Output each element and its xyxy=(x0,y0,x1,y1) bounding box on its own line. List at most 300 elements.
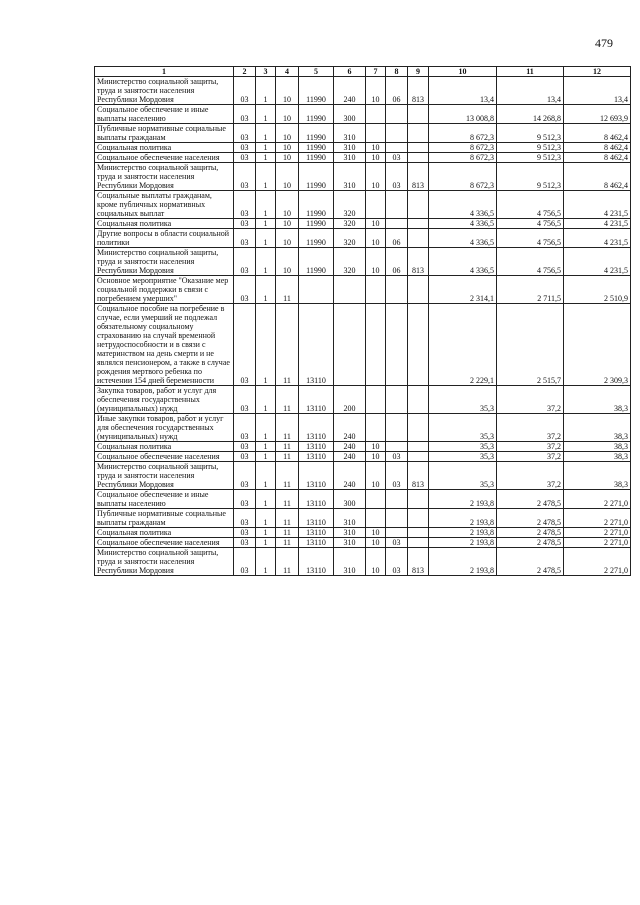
code-cell xyxy=(366,276,386,304)
code-cell: 03 xyxy=(234,248,256,276)
code-cell: 10 xyxy=(366,462,386,490)
amount-cell: 9 512,3 xyxy=(497,143,564,153)
name-cell: Публичные нормативные социальные выплаты гражданам xyxy=(95,124,234,143)
code-cell xyxy=(386,414,408,442)
code-cell xyxy=(386,528,408,538)
header-row xyxy=(95,67,631,77)
amount-cell: 37,2 xyxy=(497,442,564,452)
code-cell: 10 xyxy=(366,248,386,276)
code-cell: 11 xyxy=(276,386,299,414)
code-cell: 03 xyxy=(234,77,256,105)
code-cell: 03 xyxy=(234,386,256,414)
code-cell: 310 xyxy=(334,153,366,163)
code-cell: 813 xyxy=(408,77,429,105)
amount-cell: 38,3 xyxy=(564,386,631,414)
code-cell: 13110 xyxy=(299,548,334,576)
amount-cell: 2 478,5 xyxy=(497,538,564,548)
code-cell: 11990 xyxy=(299,143,334,153)
code-cell: 06 xyxy=(386,229,408,248)
amount-cell: 2 478,5 xyxy=(497,548,564,576)
code-cell: 320 xyxy=(334,248,366,276)
amount-cell: 2 314,1 xyxy=(429,276,497,304)
table-row xyxy=(95,452,631,462)
code-cell: 03 xyxy=(234,191,256,219)
code-cell xyxy=(408,386,429,414)
code-cell xyxy=(408,229,429,248)
code-cell: 13110 xyxy=(299,304,334,386)
name-cell: Другие вопросы в области социальной политики xyxy=(95,229,234,248)
code-cell xyxy=(386,143,408,153)
amount-cell: 8 462,4 xyxy=(564,163,631,191)
code-cell: 813 xyxy=(408,248,429,276)
code-cell: 11 xyxy=(276,414,299,442)
code-cell: 10 xyxy=(366,452,386,462)
code-cell: 1 xyxy=(256,386,276,414)
code-cell: 03 xyxy=(234,276,256,304)
table-row xyxy=(95,304,631,386)
amount-cell: 13,4 xyxy=(429,77,497,105)
amount-cell: 37,2 xyxy=(497,452,564,462)
code-cell: 10 xyxy=(276,77,299,105)
page-number: 479 xyxy=(595,36,613,50)
amount-cell: 12 693,9 xyxy=(564,105,631,124)
amount-cell: 2 478,5 xyxy=(497,528,564,538)
code-cell: 813 xyxy=(408,462,429,490)
code-cell xyxy=(408,509,429,528)
code-cell: 03 xyxy=(386,452,408,462)
code-cell: 1 xyxy=(256,163,276,191)
table-body xyxy=(95,77,631,576)
code-cell: 03 xyxy=(234,163,256,191)
amount-cell: 2 229,1 xyxy=(429,304,497,386)
amount-cell: 4 756,5 xyxy=(497,219,564,229)
code-cell: 1 xyxy=(256,229,276,248)
amount-cell: 35,3 xyxy=(429,386,497,414)
code-cell: 03 xyxy=(234,490,256,509)
code-cell: 10 xyxy=(276,219,299,229)
table-row xyxy=(95,509,631,528)
amount-cell: 2 711,5 xyxy=(497,276,564,304)
code-cell: 240 xyxy=(334,442,366,452)
table-row xyxy=(95,538,631,548)
code-cell: 1 xyxy=(256,304,276,386)
amount-cell: 9 512,3 xyxy=(497,153,564,163)
code-cell xyxy=(408,528,429,538)
amount-cell: 4 231,5 xyxy=(564,219,631,229)
code-cell: 10 xyxy=(276,153,299,163)
code-cell: 10 xyxy=(276,105,299,124)
code-cell: 03 xyxy=(386,538,408,548)
code-cell: 03 xyxy=(234,229,256,248)
amount-cell: 14 268,8 xyxy=(497,105,564,124)
table-row xyxy=(95,105,631,124)
code-cell: 11 xyxy=(276,442,299,452)
code-cell: 03 xyxy=(234,124,256,143)
code-cell: 11 xyxy=(276,538,299,548)
code-cell: 1 xyxy=(256,528,276,538)
code-cell: 1 xyxy=(256,276,276,304)
table-row xyxy=(95,490,631,509)
code-cell: 11990 xyxy=(299,77,334,105)
code-cell: 1 xyxy=(256,191,276,219)
code-cell xyxy=(366,191,386,219)
amount-cell: 4 336,5 xyxy=(429,229,497,248)
code-cell xyxy=(408,414,429,442)
table-row xyxy=(95,77,631,105)
amount-cell: 13,4 xyxy=(564,77,631,105)
code-cell xyxy=(408,276,429,304)
column-header: 12 xyxy=(564,67,631,77)
amount-cell: 4 336,5 xyxy=(429,191,497,219)
code-cell: 10 xyxy=(366,163,386,191)
code-cell xyxy=(299,276,334,304)
code-cell: 03 xyxy=(234,548,256,576)
code-cell xyxy=(408,452,429,462)
code-cell xyxy=(366,414,386,442)
amount-cell: 9 512,3 xyxy=(497,124,564,143)
column-header: 5 xyxy=(299,67,334,77)
amount-cell: 8 672,3 xyxy=(429,163,497,191)
code-cell: 11 xyxy=(276,452,299,462)
code-cell: 1 xyxy=(256,143,276,153)
code-cell: 240 xyxy=(334,414,366,442)
code-cell: 13110 xyxy=(299,538,334,548)
code-cell: 240 xyxy=(334,77,366,105)
amount-cell: 4 336,5 xyxy=(429,219,497,229)
amount-cell: 37,2 xyxy=(497,386,564,414)
amount-cell: 38,3 xyxy=(564,414,631,442)
name-cell: Социальная политика xyxy=(95,143,234,153)
code-cell: 03 xyxy=(386,548,408,576)
code-cell: 11990 xyxy=(299,153,334,163)
code-cell: 11990 xyxy=(299,219,334,229)
code-cell: 13110 xyxy=(299,490,334,509)
code-cell: 13110 xyxy=(299,528,334,538)
name-cell: Министерство социальной защиты, труда и занятости населения Республики Мордовия xyxy=(95,77,234,105)
code-cell: 11 xyxy=(276,509,299,528)
name-cell: Социальная политика xyxy=(95,219,234,229)
code-cell: 11990 xyxy=(299,163,334,191)
amount-cell: 35,3 xyxy=(429,462,497,490)
table-row xyxy=(95,124,631,143)
code-cell: 310 xyxy=(334,538,366,548)
code-cell xyxy=(408,191,429,219)
code-cell: 300 xyxy=(334,490,366,509)
amount-cell: 35,3 xyxy=(429,414,497,442)
amount-cell: 2 515,7 xyxy=(497,304,564,386)
amount-cell: 2 193,8 xyxy=(429,538,497,548)
budget-table xyxy=(94,66,631,576)
code-cell: 1 xyxy=(256,452,276,462)
table-row xyxy=(95,528,631,538)
column-header: 10 xyxy=(429,67,497,77)
code-cell: 813 xyxy=(408,163,429,191)
name-cell: Министерство социальной защиты, труда и занятости населения Республики Мордовия xyxy=(95,548,234,576)
code-cell: 10 xyxy=(276,143,299,153)
code-cell: 10 xyxy=(366,229,386,248)
code-cell: 320 xyxy=(334,191,366,219)
code-cell: 13110 xyxy=(299,442,334,452)
code-cell xyxy=(386,386,408,414)
column-header: 6 xyxy=(334,67,366,77)
code-cell: 03 xyxy=(386,153,408,163)
table-row xyxy=(95,386,631,414)
name-cell: Социальное пособие на погребение в случае, если умерший не подлежал обязательному социальному страхованию на случай временной нетрудоспособности и в связи с материнством на день смерти и не являлся пенсионером, а также в случае рождения мертвого ребенка по истечении 154 дней беременности xyxy=(95,304,234,386)
name-cell: Социальное обеспечение населения xyxy=(95,153,234,163)
amount-cell: 38,3 xyxy=(564,452,631,462)
code-cell: 03 xyxy=(234,442,256,452)
code-cell: 10 xyxy=(276,248,299,276)
code-cell: 310 xyxy=(334,163,366,191)
code-cell xyxy=(408,442,429,452)
code-cell: 03 xyxy=(234,528,256,538)
code-cell: 10 xyxy=(276,163,299,191)
code-cell: 13110 xyxy=(299,452,334,462)
amount-cell: 4 756,5 xyxy=(497,248,564,276)
table-row xyxy=(95,229,631,248)
code-cell: 11990 xyxy=(299,191,334,219)
code-cell: 10 xyxy=(366,143,386,153)
amount-cell: 4 756,5 xyxy=(497,229,564,248)
code-cell xyxy=(408,490,429,509)
code-cell: 11 xyxy=(276,462,299,490)
code-cell xyxy=(386,442,408,452)
code-cell: 10 xyxy=(366,538,386,548)
code-cell: 310 xyxy=(334,124,366,143)
code-cell: 310 xyxy=(334,528,366,538)
code-cell: 10 xyxy=(276,229,299,248)
code-cell: 310 xyxy=(334,548,366,576)
code-cell xyxy=(366,124,386,143)
name-cell: Социальное обеспечение и иные выплаты населению xyxy=(95,105,234,124)
code-cell xyxy=(408,105,429,124)
code-cell: 11 xyxy=(276,548,299,576)
table-row xyxy=(95,153,631,163)
code-cell xyxy=(408,153,429,163)
code-cell: 13110 xyxy=(299,509,334,528)
code-cell: 1 xyxy=(256,77,276,105)
amount-cell: 8 462,4 xyxy=(564,124,631,143)
code-cell: 10 xyxy=(366,219,386,229)
amount-cell: 2 271,0 xyxy=(564,490,631,509)
code-cell: 03 xyxy=(234,153,256,163)
code-cell: 1 xyxy=(256,124,276,143)
table-row xyxy=(95,191,631,219)
code-cell: 10 xyxy=(276,124,299,143)
code-cell: 310 xyxy=(334,143,366,153)
code-cell: 03 xyxy=(234,452,256,462)
code-cell xyxy=(366,304,386,386)
amount-cell: 2 478,5 xyxy=(497,490,564,509)
amount-cell: 4 231,5 xyxy=(564,191,631,219)
code-cell xyxy=(386,490,408,509)
code-cell: 11990 xyxy=(299,248,334,276)
code-cell xyxy=(408,219,429,229)
code-cell: 240 xyxy=(334,462,366,490)
code-cell: 10 xyxy=(366,153,386,163)
table-row xyxy=(95,143,631,153)
name-cell: Министерство социальной защиты, труда и занятости населения Республики Мордовия xyxy=(95,163,234,191)
table-row xyxy=(95,414,631,442)
code-cell xyxy=(386,509,408,528)
code-cell xyxy=(386,124,408,143)
table-row xyxy=(95,248,631,276)
code-cell: 03 xyxy=(234,462,256,490)
code-cell: 03 xyxy=(234,509,256,528)
amount-cell: 38,3 xyxy=(564,462,631,490)
column-header: 1 xyxy=(95,67,234,77)
code-cell xyxy=(386,105,408,124)
amount-cell: 2 309,3 xyxy=(564,304,631,386)
name-cell: Социальное обеспечение и иные выплаты населению xyxy=(95,490,234,509)
code-cell: 11 xyxy=(276,490,299,509)
amount-cell: 8 672,3 xyxy=(429,153,497,163)
code-cell: 11990 xyxy=(299,229,334,248)
amount-cell: 37,2 xyxy=(497,462,564,490)
amount-cell: 4 231,5 xyxy=(564,229,631,248)
code-cell: 1 xyxy=(256,509,276,528)
code-cell xyxy=(408,538,429,548)
column-header: 9 xyxy=(408,67,429,77)
code-cell: 200 xyxy=(334,386,366,414)
column-header: 11 xyxy=(497,67,564,77)
amount-cell: 4 231,5 xyxy=(564,248,631,276)
name-cell: Социальные выплаты гражданам, кроме публичных нормативных социальных выплат xyxy=(95,191,234,219)
amount-cell: 4 756,5 xyxy=(497,191,564,219)
column-header: 3 xyxy=(256,67,276,77)
name-cell: Социальная политика xyxy=(95,442,234,452)
code-cell: 300 xyxy=(334,105,366,124)
code-cell xyxy=(386,276,408,304)
code-cell: 1 xyxy=(256,442,276,452)
code-cell xyxy=(366,105,386,124)
code-cell: 1 xyxy=(256,548,276,576)
code-cell: 06 xyxy=(386,77,408,105)
code-cell: 10 xyxy=(366,77,386,105)
code-cell: 03 xyxy=(234,304,256,386)
code-cell xyxy=(386,219,408,229)
code-cell: 1 xyxy=(256,462,276,490)
code-cell: 1 xyxy=(256,414,276,442)
code-cell: 06 xyxy=(386,248,408,276)
code-cell: 03 xyxy=(234,105,256,124)
amount-cell: 2 510,9 xyxy=(564,276,631,304)
amount-cell: 2 478,5 xyxy=(497,509,564,528)
amount-cell: 8 672,3 xyxy=(429,143,497,153)
amount-cell: 37,2 xyxy=(497,414,564,442)
name-cell: Закупка товаров, работ и услуг для обеспечения государственных (муниципальных) нужд xyxy=(95,386,234,414)
code-cell xyxy=(408,124,429,143)
column-header: 8 xyxy=(386,67,408,77)
code-cell: 11 xyxy=(276,528,299,538)
name-cell: Социальная политика xyxy=(95,528,234,538)
table-row xyxy=(95,163,631,191)
code-cell: 1 xyxy=(256,538,276,548)
code-cell: 10 xyxy=(366,442,386,452)
code-cell: 13110 xyxy=(299,414,334,442)
code-cell xyxy=(366,490,386,509)
amount-cell: 2 271,0 xyxy=(564,548,631,576)
code-cell: 310 xyxy=(334,509,366,528)
code-cell: 03 xyxy=(234,219,256,229)
code-cell xyxy=(408,143,429,153)
code-cell: 10 xyxy=(276,191,299,219)
code-cell: 11 xyxy=(276,304,299,386)
code-cell: 1 xyxy=(256,219,276,229)
amount-cell: 2 193,8 xyxy=(429,509,497,528)
column-header: 2 xyxy=(234,67,256,77)
amount-cell: 2 271,0 xyxy=(564,538,631,548)
code-cell xyxy=(366,386,386,414)
table-row xyxy=(95,462,631,490)
code-cell xyxy=(408,304,429,386)
name-cell: Социальное обеспечение населения xyxy=(95,538,234,548)
amount-cell: 8 462,4 xyxy=(564,153,631,163)
amount-cell: 35,3 xyxy=(429,442,497,452)
code-cell: 11990 xyxy=(299,105,334,124)
name-cell: Основное мероприятие "Оказание мер социальной поддержки в связи с погребением умерших" xyxy=(95,276,234,304)
amount-cell: 8 672,3 xyxy=(429,124,497,143)
code-cell: 10 xyxy=(366,548,386,576)
code-cell xyxy=(366,509,386,528)
name-cell: Иные закупки товаров, работ и услуг для обеспечения государственных (муниципальных) нужд xyxy=(95,414,234,442)
code-cell xyxy=(334,304,366,386)
amount-cell: 13,4 xyxy=(497,77,564,105)
code-cell: 1 xyxy=(256,153,276,163)
code-cell xyxy=(386,304,408,386)
code-cell xyxy=(386,191,408,219)
name-cell: Министерство социальной защиты, труда и занятости населения Республики Мордовия xyxy=(95,462,234,490)
name-cell: Министерство социальной защиты, труда и занятости населения Республики Мордовия xyxy=(95,248,234,276)
amount-cell: 8 462,4 xyxy=(564,143,631,153)
code-cell: 1 xyxy=(256,490,276,509)
amount-cell: 2 271,0 xyxy=(564,509,631,528)
amount-cell: 2 193,8 xyxy=(429,528,497,538)
amount-cell: 2 271,0 xyxy=(564,528,631,538)
code-cell: 320 xyxy=(334,219,366,229)
name-cell: Социальное обеспечение населения xyxy=(95,452,234,462)
table-row xyxy=(95,548,631,576)
code-cell: 1 xyxy=(256,105,276,124)
code-cell: 813 xyxy=(408,548,429,576)
table-row xyxy=(95,219,631,229)
amount-cell: 4 336,5 xyxy=(429,248,497,276)
code-cell: 10 xyxy=(366,528,386,538)
code-cell: 11 xyxy=(276,276,299,304)
code-cell: 320 xyxy=(334,229,366,248)
column-header: 7 xyxy=(366,67,386,77)
amount-cell: 35,3 xyxy=(429,452,497,462)
amount-cell: 13 008,8 xyxy=(429,105,497,124)
code-cell: 240 xyxy=(334,452,366,462)
code-cell: 03 xyxy=(234,414,256,442)
code-cell: 1 xyxy=(256,248,276,276)
code-cell: 13110 xyxy=(299,386,334,414)
code-cell: 11990 xyxy=(299,124,334,143)
table-row xyxy=(95,442,631,452)
code-cell xyxy=(334,276,366,304)
code-cell: 13110 xyxy=(299,462,334,490)
column-header: 4 xyxy=(276,67,299,77)
amount-cell: 2 193,8 xyxy=(429,490,497,509)
amount-cell: 9 512,3 xyxy=(497,163,564,191)
code-cell: 03 xyxy=(386,462,408,490)
code-cell: 03 xyxy=(386,163,408,191)
code-cell: 03 xyxy=(234,538,256,548)
amount-cell: 2 193,8 xyxy=(429,548,497,576)
name-cell: Публичные нормативные социальные выплаты гражданам xyxy=(95,509,234,528)
code-cell: 03 xyxy=(234,143,256,153)
